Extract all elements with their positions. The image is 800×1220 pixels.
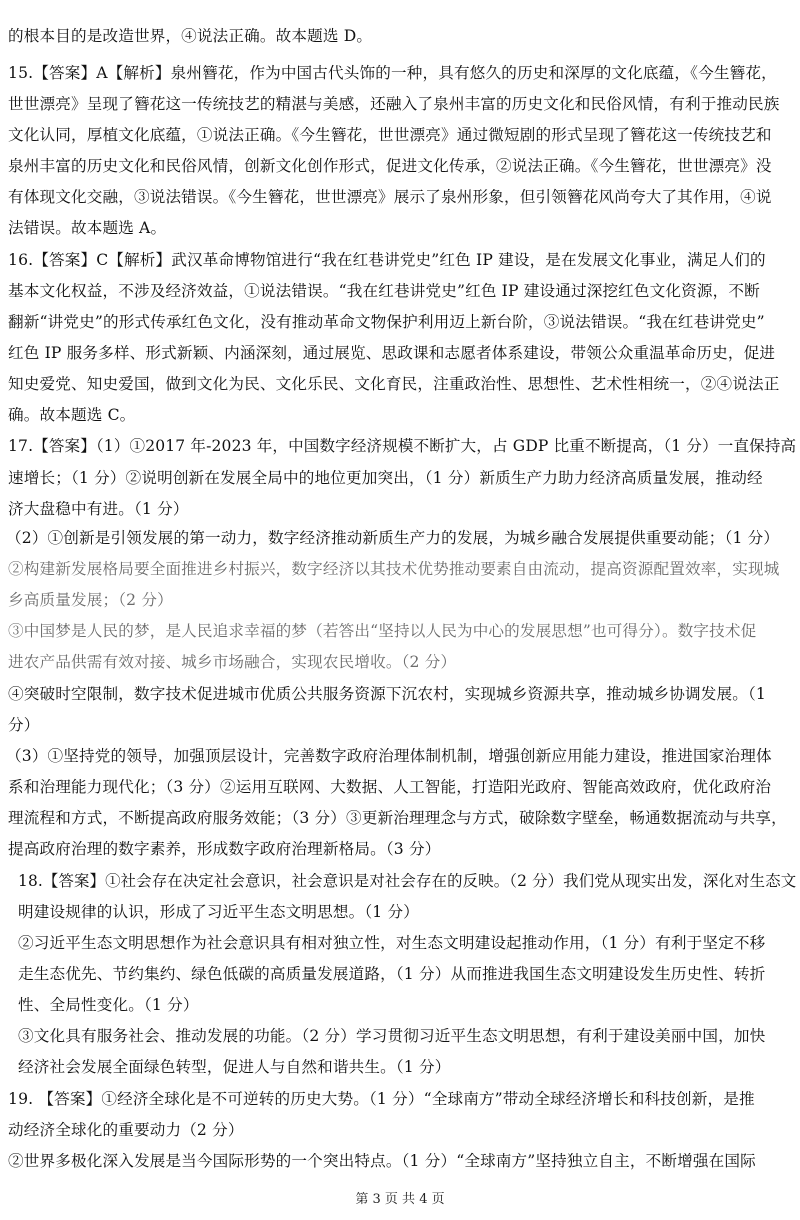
text-line: 济大盘稳中有进。（1 分） — [8, 500, 189, 518]
text-line: ②构建新发展格局要全面推进乡村振兴，数字经济以其技术优势推动要素自由流动，提高资源配置效率，实现城 — [8, 560, 780, 578]
text-line: 19. 【答案】①经济全球化是不可逆转的历史大势。（1 分）“全球南方”带动全球经济增长和科技创新，是推 — [8, 1090, 755, 1108]
text-line: 经济社会发展全面绿色转型，促进人与自然和谐共生。（1 分） — [18, 1058, 451, 1076]
text-line: 乡高质量发展；（2 分） — [8, 591, 173, 609]
text-line: 动经济全球化的重要动力（2 分） — [8, 1121, 244, 1139]
text-line: 18.【答案】①社会存在决定社会意识，社会意识是对社会存在的反映。（2 分）我们党从现实出发，深化对生态文 — [18, 872, 797, 890]
text-line: 基本文化权益，不涉及经济效益，①说法错误。“我在红巷讲党史”红色 IP 建设通过深挖红色文化资源，不断 — [8, 282, 760, 300]
text-line: 15.【答案】A【解析】泉州簪花，作为中国古代头饰的一种，具有悠久的历史和深厚的文化底蕴，《今生簪花， — [8, 64, 777, 82]
text-line: ②世界多极化深入发展是当今国际形势的一个突出特点。（1 分）“全球南方”坚持独立自主，不断增强在国际 — [8, 1152, 756, 1170]
text-line: ③中国梦是人民的梦，是人民追求幸福的梦（若答出“坚持以人民为中心的发展思想”也可得分）。数字技术促 — [8, 622, 757, 640]
text-line: 的根本目的是改造世界，④说法正确。故本题选 D。 — [8, 27, 373, 45]
text-line: 确。故本题选 C。 — [8, 406, 136, 424]
text-line: ④突破时空限制，数字技术促进城市优质公共服务资源下沉农村，实现城乡资源共享，推动城乡协调发展。（1 — [8, 685, 766, 703]
text-line: （2）①创新是引领发展的第一动力，数字经济推动新质生产力的发展，为城乡融合发展提供重要动能；（1 分） — [6, 529, 780, 547]
text-line: 性、全局性变化。（1 分） — [18, 996, 199, 1014]
page-number-footer: 第 3 页 共 4 页 — [355, 1192, 445, 1207]
text-line: 翻新“讲党史”的形式传承红色文化，没有推动革命文物保护利用迈上新台阶，③说法错误。“我在红巷讲党史” — [8, 313, 765, 331]
text-line: 泉州丰富的历史文化和民俗风情，创新文化创作形式，促进文化传承，②说法正确。《今生簪花，世世漂亮》没 — [8, 157, 772, 175]
text-line: 世世漂亮》呈现了簪花这一传统技艺的精湛与美感，还融入了泉州丰富的历史文化和民俗风情，有利于推动民族 — [8, 95, 780, 113]
text-line: ②习近平生态文明思想作为社会意识具有相对独立性，对生态文明建设起推动作用，（1 分）有利于坚定不移 — [18, 934, 766, 952]
text-line: 17.【答案】（1）①2017 年-2023 年，中国数字经济规模不断扩大，占 GDP 比重不断提高，（1 分）一直保持高 — [8, 437, 797, 455]
text-line: 法错误。故本题选 A。 — [8, 219, 167, 237]
text-line: 红色 IP 服务多样、形式新颖、内涵深刻，通过展览、思政课和志愿者体系建设，带领公众重温革命历史，促进 — [8, 344, 776, 362]
text-line: 知史爱党、知史爱国，做到文化为民、文化乐民、文化育民，注重政治性、思想性、艺术性相统一，②④说法正 — [8, 375, 780, 393]
text-line: 系和治理能力现代化；（3 分）②运用互联网、大数据、人工智能，打造阳光政府、智能高效政府，优化政府治 — [8, 778, 772, 796]
text-line: 文化认同，厚植文化底蕴，①说法正确。《今生簪花，世世漂亮》通过微短剧的形式呈现了簪花这一传统技艺和 — [8, 126, 772, 144]
text-line: 16.【答案】C【解析】武汉革命博物馆进行“我在红巷讲党史”红色 IP 建设，是在发展文化事业，满足人们的 — [8, 251, 766, 269]
text-line: 速增长；（1 分）②说明创新在发展全局中的地位更加突出，（1 分）新质生产力助力经济高质量发展，推动经 — [8, 469, 763, 487]
text-line: （3）①坚持党的领导，加强顶层设计，完善数字政府治理体制机制，增强创新应用能力建设，推进国家治理体 — [6, 747, 772, 765]
text-line: 理流程和方式，不断提高政府服务效能；（3 分）③更新治理理念与方式，破除数字壁垒，畅通数据流动与共享， — [8, 809, 787, 827]
text-line: 明建设规律的认识，形成了习近平生态文明思想。（1 分） — [18, 903, 419, 921]
text-line: 有体现文化交融，③说法错误。《今生簪花，世世漂亮》展示了泉州形象，但引领簪花风尚夸大了其作用，④说 — [8, 188, 772, 206]
text-line: 走生态优先、节约集约、绿色低碳的高质量发展道路，（1 分）从而推进我国生态文明建设发生历史性、转折 — [18, 965, 766, 983]
text-line: 分） — [8, 716, 40, 734]
text-line: 进农产品供需有效对接、城乡市场融合，实现农民增收。（2 分） — [8, 653, 457, 671]
text-line: 提高政府治理的数字素养，形成数字政府治理新格局。（3 分） — [8, 840, 441, 858]
text-line: ③文化具有服务社会、推动发展的功能。（2 分）学习贯彻习近平生态文明思想，有利于建设美丽中国，加快 — [18, 1027, 766, 1045]
